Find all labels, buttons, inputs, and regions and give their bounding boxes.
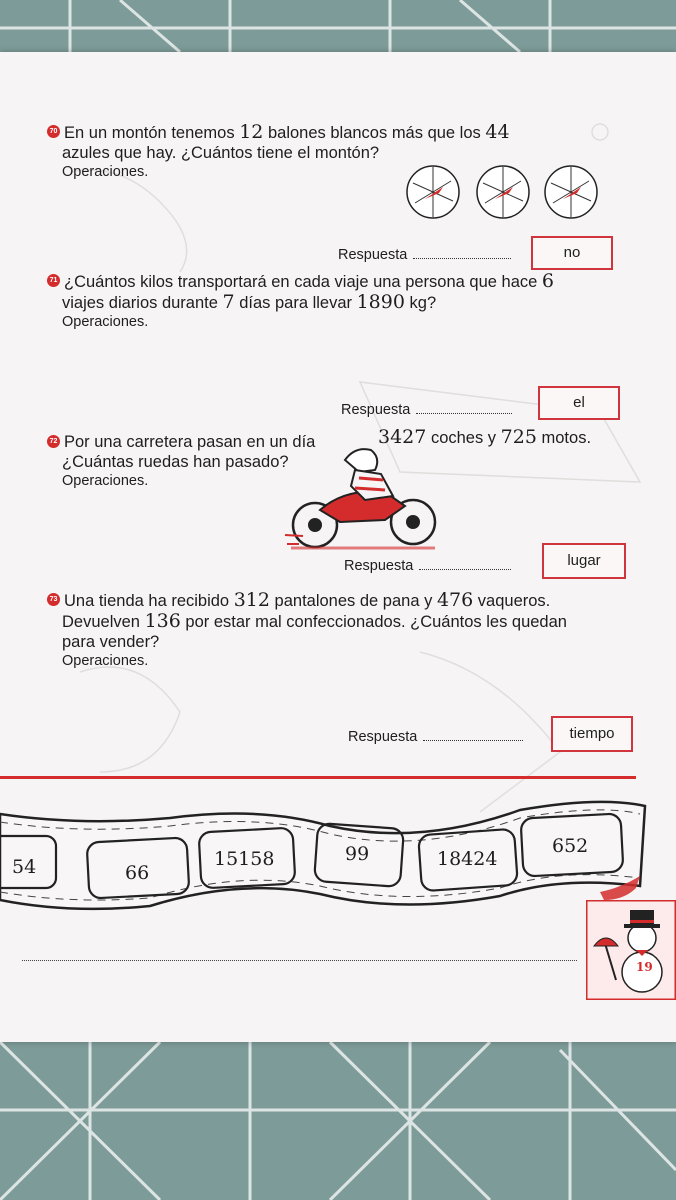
motorcycle-illustration	[285, 440, 445, 552]
answer-label: Respuesta	[338, 247, 408, 263]
problem-number-badge: 70	[47, 125, 60, 138]
film-number: 18424	[437, 848, 498, 870]
answer-label: Respuesta	[341, 402, 411, 418]
operations-label: Operaciones.	[62, 473, 149, 489]
problem-number-badge: 71	[47, 274, 60, 287]
problem-72-numbers: 3427 coches y 725 motos.	[378, 426, 592, 448]
problem-72: 72 Por una carretera pasan en un día ¿Cuántas ruedas han pasado? Operaciones.	[47, 432, 315, 490]
red-divider	[0, 776, 636, 779]
problem-71: 71 ¿Cuántos kilos transportará en cada viaje una persona que hace 6 viajes diarios durante 7 días para llevar 1890 kg? Operaciones.	[47, 271, 554, 331]
answer-label: Respuesta	[344, 558, 414, 574]
soccer-balls-illustration	[403, 163, 603, 221]
answer-box-73[interactable]: tiempo	[551, 716, 633, 752]
answer-dotted-line	[22, 960, 577, 961]
film-number: 54	[12, 856, 37, 878]
problem-70: 70 En un montón tenemos 12 balones blancos más que los 44 azules que hay. ¿Cuántos tiene el montón? Operaciones.	[47, 122, 510, 181]
operations-label: Operaciones.	[62, 164, 149, 180]
problem-73: 73 Una tienda ha recibido 312 pantalones de pana y 476 vaqueros. Devuelven 136 por estar mal confeccionados. ¿Cuántos les quedan para vender? Operaciones.	[47, 590, 567, 670]
film-number: 66	[125, 862, 150, 884]
film-number: 99	[345, 843, 370, 865]
problem-number-badge: 72	[47, 435, 60, 448]
operations-label: Operaciones.	[62, 653, 149, 669]
film-number: 652	[552, 835, 589, 857]
film-number: 15158	[214, 848, 275, 870]
problem-number-badge: 73	[47, 593, 60, 606]
operations-label: Operaciones.	[62, 314, 149, 330]
answer-box-71[interactable]: el	[538, 386, 620, 420]
answer-box-72[interactable]: lugar	[542, 543, 626, 579]
snowman-illustration	[586, 900, 676, 1000]
answer-box-70[interactable]: no	[531, 236, 613, 270]
page-number: 19	[636, 960, 653, 974]
answer-label: Respuesta	[348, 729, 418, 745]
